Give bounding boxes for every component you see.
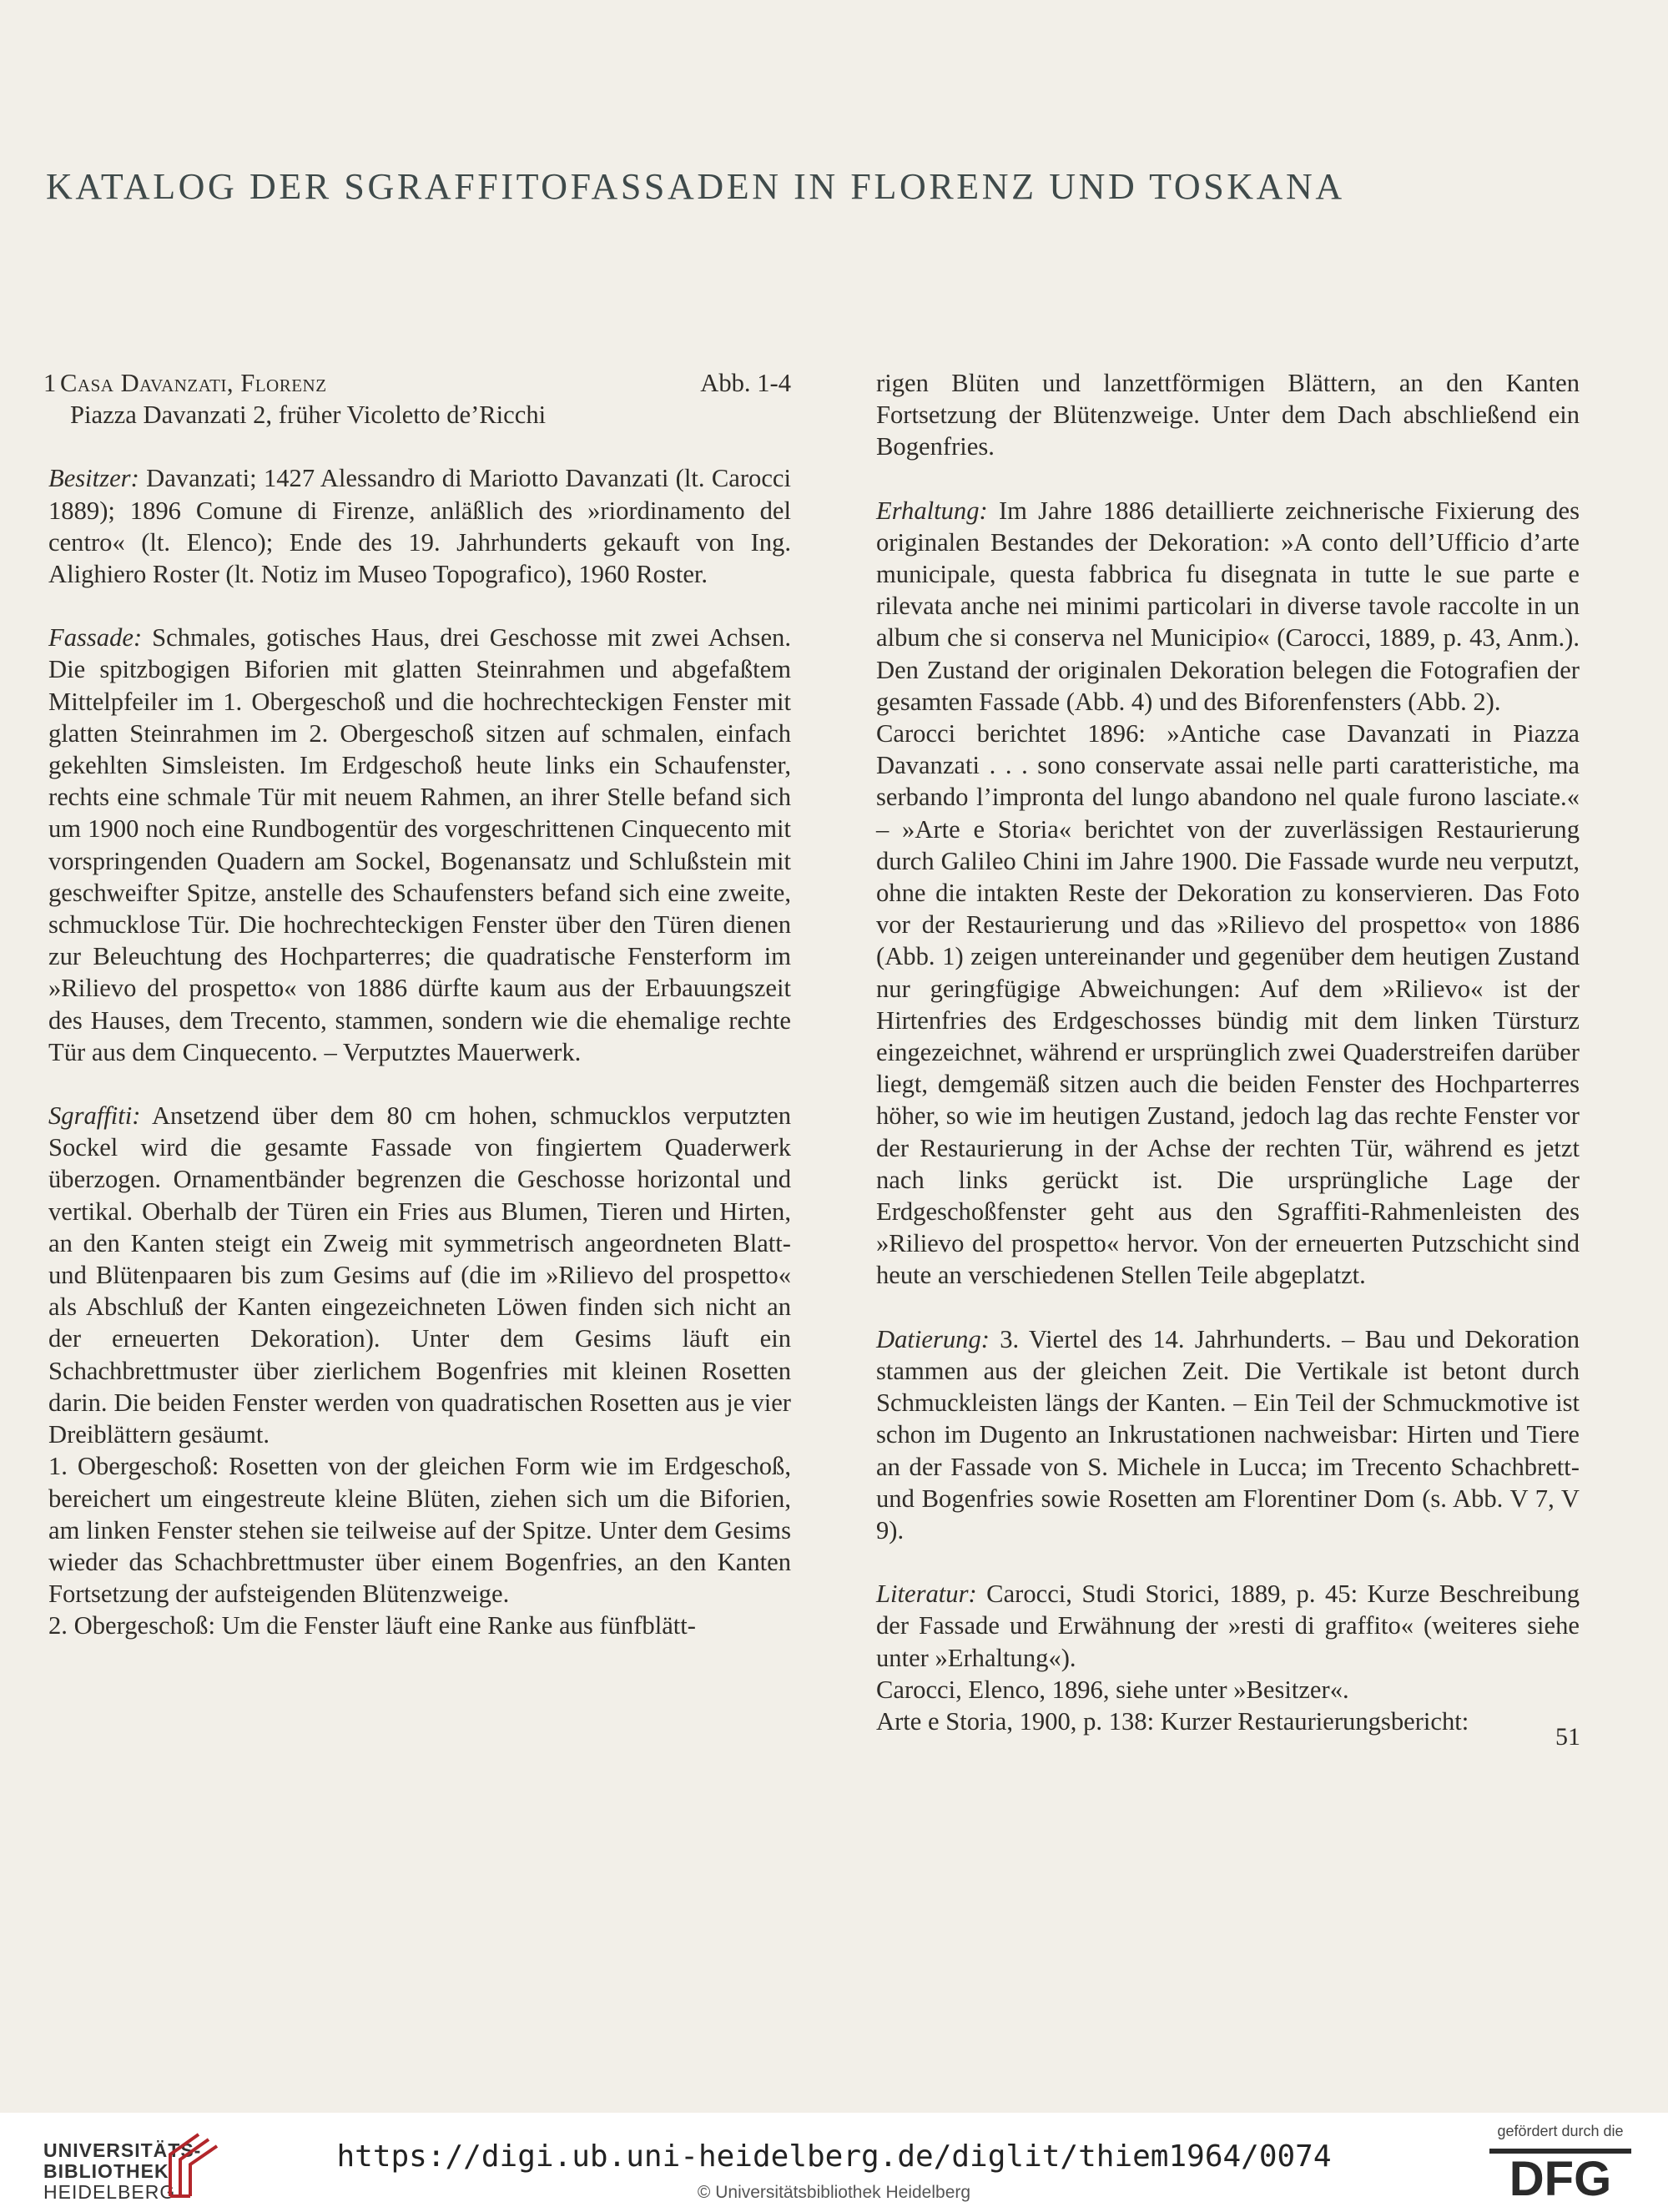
- entry-address: Piazza Davanzati 2, früher Vicoletto de’Ricchi: [70, 401, 547, 430]
- entry-name: Casa Davanzati, Florenz: [60, 369, 327, 397]
- entry-figure-reference: Abb. 1-4: [700, 369, 791, 397]
- obergeschoss-1-paragraph: 1. Obergeschoß: Rosetten von der gleichen Form wie im Erdgeschoß, bereichert um eingestreute kleine Blüten, ziehen sich um die Biforien, am linken Fenster stehen sie teilweise auf der Spitze. Unter dem Gesims wieder das Schachbrettmuster über einem Bogenfries, an den Kanten Fortsetzung der aufsteigenden Blütenzweige.: [48, 1452, 791, 1609]
- sgraffiti-paragraph: [48, 1100, 791, 1450]
- literatur-entry-3: Arte e Storia, 1900, p. 138: Kurzer Restaurierungsbericht:: [876, 1706, 1469, 1736]
- erhaltung-text: Im Jahre 1886 detaillierte zeichnerische Fixierung des originalen Bestandes der Dekoration: »A conto dell’Ufficio d’arte municipale, questa fabbrica fu disegnata in tutte le sue parte e rilevata anche nei minimi particolari in diverse tavole raccolte in un album che si conserva nel Municipio« (Carocci, 1889, p. 43, Anm.). Den Zustand der originalen Dekoration belegen die Fotografien der gesamten Fassade (Abb. 4) und des Biforenfensters (Abb. 2).: [876, 496, 1580, 716]
- dfg-logo-text: DFG: [1509, 2152, 1612, 2200]
- erhaltung-label: Erhaltung:: [876, 496, 988, 525]
- literatur-entry-2: Carocci, Elenco, 1896, siehe unter »Besitzer«.: [876, 1675, 1349, 1704]
- left-column: [43, 367, 791, 1642]
- copyright-notice: © Universitätsbibliothek Heidelberg: [697, 2183, 971, 2202]
- page-title: KATALOG DER SGRAFFITOFASSADEN IN FLORENZ UND TOSKANA: [46, 166, 1345, 207]
- sgraffiti-label: Sgraffiti:: [48, 1101, 141, 1131]
- page-number: 51: [1555, 1723, 1580, 1751]
- dfg-sponsor-block: [1485, 2123, 1635, 2200]
- continuation-paragraph: rigen Blüten und lanzettförmigen Blättern, an den Kanten Fortsetzung der Blütenzweige. Unter dem Dach abschließend ein Bogenfries.: [876, 369, 1580, 461]
- dfg-label: gefördert durch die: [1497, 2123, 1624, 2139]
- fassade-paragraph: [48, 622, 791, 1068]
- dfg-logo: [1489, 2142, 1631, 2200]
- obergeschoss-2-paragraph: 2. Obergeschoß: Um die Fenster läuft eine Ranke aus fünfblätt-: [48, 1611, 696, 1640]
- library-name-line-1: UNIVERSITÄTS-: [43, 2139, 202, 2161]
- besitzer-text: Davanzati; 1427 Alessandro di Mariotto Davanzati (lt. Carocci 1889); 1896 Comune di Firenze, anläßlich des »riordinamento del centro« (lt. Elenco); Ende des 19. Jahrhunderts gekauft von Ing. Alighiero Roster (lt. Notiz im Museo Topografico), 1960 Roster.: [48, 464, 791, 589]
- erhaltung-paragraph: [876, 495, 1580, 718]
- datierung-text: 3. Viertel des 14. Jahrhunderts. – Bau und Dekoration stammen aus der gleichen Zeit. Die Vertikale ist betont durch Schmuckleisten längs der Kanten. – Ein Teil der Schmuckmotive ist schon im Dugento an Inkrustationen nachweisbar: Hirten und Tiere an der Fassade von S. Michele in Lucca; im Trecento Schachbrett- und Bogenfries sowie Rosetten am Florentiner Dom (s. Abb. V 7, V 9).: [876, 1324, 1580, 1544]
- sgraffiti-text: Ansetzend über dem 80 cm hohen, schmucklos verputzten Sockel wird die gesamte Fassade von fingiertem Quaderwerk überzogen. Ornamentbänder begrenzen die Geschosse horizontal und vertikal. Oberhalb der Türen ein Fries aus Blumen, Tieren und Hirten, an den Kanten steigt ein Zweig mit symmetrisch angeordneten Blatt- und Blütenpaaren bis zum Gesims auf (die im »Rilievo del prospetto« als Abschluß der Kanten eingezeichneten Löwen finden sich nicht an der erneuerten Dekoration). Unter dem Gesims läuft ein Schachbrettmuster über zierlichem Bogenfries mit kleinen Rosetten darin. Die beiden Fenster werden von quadratischen Rosetten aus je vier Dreiblättern gesäumt.: [48, 1101, 791, 1449]
- footer-bar: [0, 2113, 1668, 2212]
- datierung-paragraph: [876, 1323, 1580, 1546]
- library-name-line-2: BIBLIOTHEK: [43, 2160, 169, 2182]
- fassade-text: Schmales, gotisches Haus, drei Geschosse mit zwei Achsen. Die spitzbogigen Biforien mit glatten Steinrahmen und abgefaßtem Mittelpfeiler im 1. Obergeschoß und die hochrechteckigen Fenster mit glatten Steinrahmen im 2. Obergeschoß sitzen auf schmalen, einfach gekehlten Simsleisten. Im Erdgeschoß heute links ein Schaufenster, rechts eine schmale Tür mit neuem Rahmen, an ihrer Stelle befand sich um 1900 noch eine Rundbogentür des vorgeschrittenen Cinquecento mit vorspringenden Quadern am Sockel, Bogenansatz und Schlußstein mit geschweifter Spitze, anstelle des Schaufensters befand sich eine zweite, schmucklose Tür. Die hochrechteckigen Fenster über den Türen dienen zur Beleuchtung des Hochparterres; die quadratische Fensterform im »Rilievo del prospetto« von 1886 dürfte kaum aus der Erbauungszeit des Hauses, dem Trecento, stammen, sondern wie die ehemalige rechte Tür aus dem Cinquecento. – Verputztes Mauerwerk.: [48, 623, 791, 1066]
- fassade-label: Fassade:: [48, 623, 143, 653]
- besitzer-paragraph: [48, 462, 791, 590]
- datierung-label: Datierung:: [876, 1324, 990, 1353]
- permalink-url[interactable]: https://digi.ub.uni-heidelberg.de/diglit/thiem1964/0074: [336, 2139, 1332, 2174]
- literatur-text: Carocci, Studi Storici, 1889, p. 45: Kurze Beschreibung der Fassade und Erwähnung der »resti di graffito« (weiteres siehe unter »Erhaltung«).: [876, 1580, 1580, 1672]
- erhaltung-paragraph-2: Carocci berichtet 1896: »Antiche case Davanzati in Piazza Davanzati . . . sono conservate assai nelle parti caratteristiche, ma serbando l’impronta del lungo abandono nel quale furono lasciate.« – »Arte e Storia« berichtet von der zuverlässigen Restaurierung durch Galileo Chini im Jahre 1900. Die Fassade wurde neu verputzt, ohne die intakten Reste der Dekoration zu konservieren. Das Foto vor der Restaurierung und das »Rilievo del prospetto« von 1886 (Abb. 1) zeigen untereinander und gegenüber dem heutigen Zustand nur geringfügige Abweichungen: Auf dem »Rilievo« ist der Hirtenfries des Erdgeschosses bündig mit dem linken Türsturz eingezeichnet, während er ursprünglich zwei Quaderstreifen darüber liegt, demgemäß sitzen auch die beiden Fenster des Hochparterres höher, so wie im heutigen Zustand, jedoch lag das rechte Fenster vor der Restaurierung in der Achse der rechten Tür, während es jetzt nach links gerückt ist. Die ursprüngliche Lage der Erdgeschoßfenster geht aus den Sgraffiti-Rahmenleisten des »Rilievo del prospetto« hervor. Von der erneuerten Putzschicht sind heute an verschiedenen Stellen Teile abgeplatzt.: [876, 719, 1580, 1290]
- entry-number: 1: [43, 369, 57, 397]
- entry-heading: [43, 367, 791, 399]
- right-column: [876, 367, 1580, 1737]
- literatur-label: Literatur:: [876, 1580, 977, 1609]
- literatur-paragraph: [876, 1578, 1580, 1674]
- besitzer-label: Besitzer:: [48, 464, 139, 493]
- library-name-line-3: HEIDELBERG: [43, 2181, 176, 2203]
